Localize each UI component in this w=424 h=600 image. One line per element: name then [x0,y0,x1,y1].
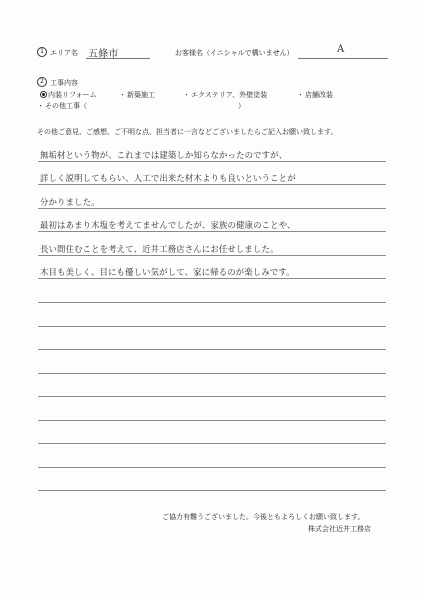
request-text: その他ご意見、ご感想、ご不明な点、担当者に一言などございましたらご記入お願い致します。 [37,128,338,136]
customer-underline [298,58,388,59]
ruled-line-5 [38,255,386,256]
option-newbuild-bullet: ・ [119,91,126,99]
option-other-label: その他工事（ [45,102,87,110]
company-name: 株式会社近井工務店 [308,525,371,533]
ruled-line-11 [38,396,386,397]
ruled-line-15 [38,490,386,491]
area-value: 五條市 [88,49,119,60]
area-label: エリア名 [50,49,78,57]
ruled-line-2 [38,184,386,185]
ruled-line-7 [38,302,386,303]
ruled-line-3 [38,208,386,209]
work-label: 工事内容 [50,79,78,87]
comment-line-4: 最初はあまり木塩を考えてませんでしたが、家族の健康のことや、 [40,220,296,230]
ruled-line-9 [38,349,386,350]
ruled-line-8 [38,326,386,327]
option-exterior[interactable]: エクステリア、外壁塗装 [191,91,268,99]
comment-line-1: 無垢材という物が、これまでは建築しか知らなかったのですが、 [40,150,288,160]
customer-value: A [337,44,345,55]
option-shop[interactable]: 店舗改装 [305,91,333,99]
option-newbuild[interactable]: 新築施工 [127,91,155,99]
ruled-line-14 [38,467,386,468]
ruled-line-10 [38,373,386,374]
section-number-1: 1 [37,47,47,57]
ruled-line-6 [38,278,386,279]
ruled-line-1 [38,161,386,162]
comment-line-6: 木目も美しく、目にも優しい気がして、家に帰るのが楽しみです。 [40,267,295,277]
option-interior[interactable]: 内装リフォーム [48,91,97,99]
ruled-line-13 [38,443,386,444]
option-other-bullet: ・ [37,102,44,110]
thanks-text: ご協力有難うございました。今後ともよろしくお願い致します。 [162,513,365,521]
comment-line-5: 長い間住むことを考えて、近井工務店さんにお任せしました。 [40,244,279,254]
comment-line-2: 詳しく説明してもらい、人工で出来た材木よりも良いということが [40,173,296,183]
option-other-close: ） [238,102,245,110]
option-exterior-bullet: ・ [183,91,190,99]
comment-line-3: 分かりました。 [40,197,100,207]
option-shop-bullet: ・ [297,91,304,99]
section-number-2: 2 [37,77,47,87]
customer-label: お客様名（イニシャルで構いません） [175,49,294,57]
area-underline [86,58,150,59]
option-interior-radio[interactable] [40,91,47,98]
ruled-line-4 [38,231,386,232]
ruled-line-12 [38,420,386,421]
